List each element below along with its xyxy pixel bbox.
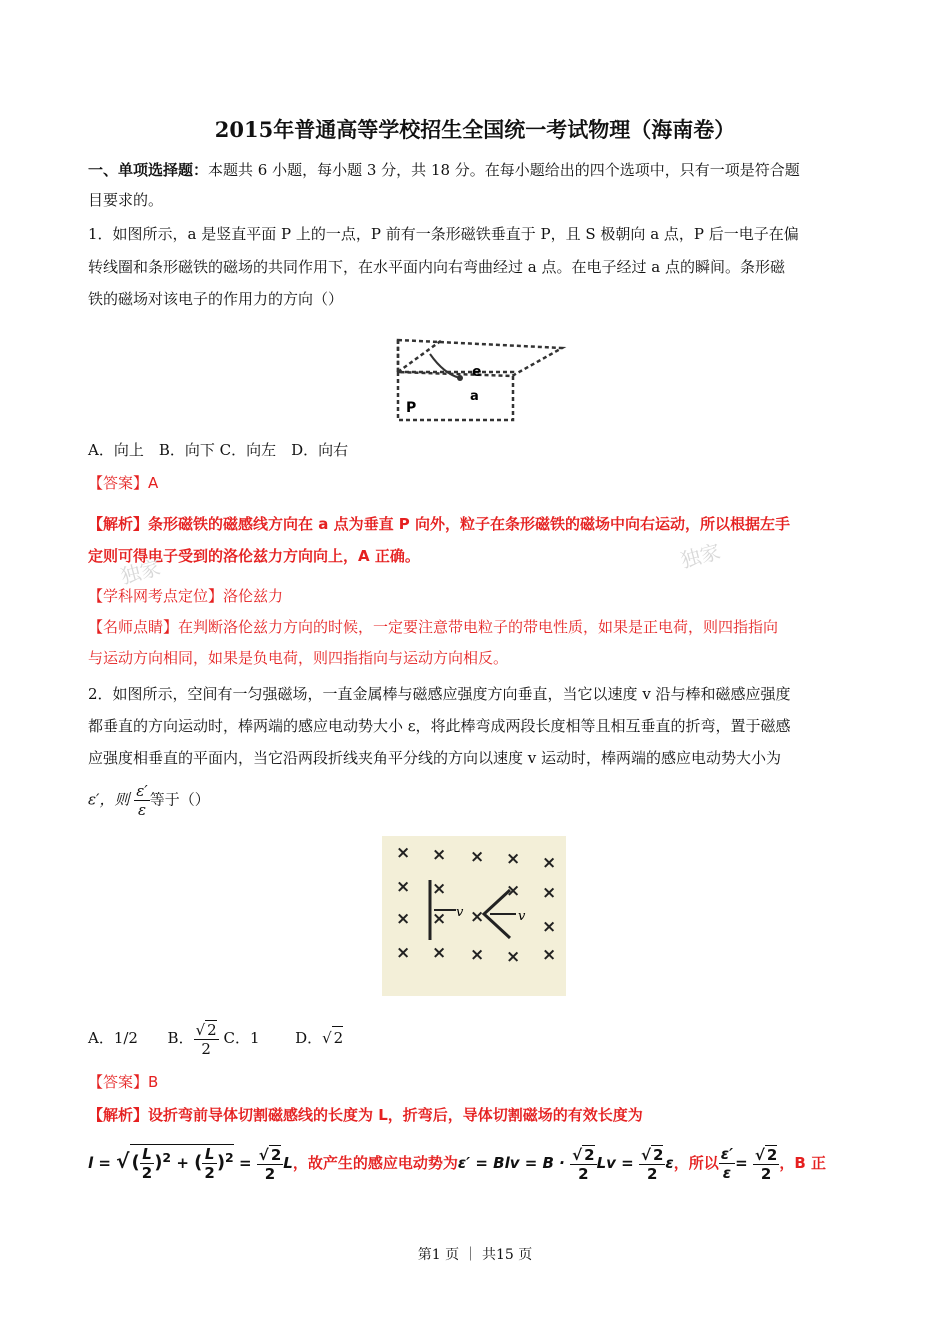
f-sqrt: 2 — [584, 1145, 595, 1164]
section-intro — [88, 160, 800, 180]
q2-v-label-2: v — [518, 909, 526, 924]
q1-point: 【学科网考点定位】洛伦兹力 — [88, 587, 284, 605]
q2-v-label-1: v — [456, 905, 464, 920]
q1-magnet-edge — [398, 340, 442, 372]
f-emf: ε′ = Blv = B · — [457, 1154, 565, 1172]
section-desc-2: 目要求的。 — [88, 191, 164, 209]
q2-stem-1 — [88, 684, 791, 704]
section-desc-1: 本题共 6 小题，每小题 3 分，共 18 分。在每小题给出的四个选项中，只有一项是符合题 — [208, 161, 800, 179]
q2-option-d-sqrt: 2 — [332, 1026, 344, 1049]
magnetic-field-cross-icon: × — [396, 877, 411, 897]
f-eq: = — [238, 1154, 252, 1172]
magnetic-field-cross-icon: × — [542, 917, 557, 937]
sqrt-2: 2 — [207, 1021, 217, 1039]
q2-ask: 等于（） — [149, 790, 210, 809]
section-heading: 一、单项选择题： — [88, 161, 209, 179]
q2-stem-2: 都垂直的方向运动时，棒两端的感应电动势大小 ε，将此棒弯成两段长度相等且相互垂直的折弯，置于磁感 — [88, 717, 791, 735]
q1-label-e: e — [472, 364, 482, 380]
f-L2: L — [283, 1154, 293, 1172]
q1-stem-1 — [88, 224, 799, 244]
f-2: 2 — [204, 1164, 215, 1182]
magnetic-field-cross-icon: × — [506, 849, 521, 869]
frac-den: ε — [137, 801, 147, 819]
q1-stem-3: 铁的磁场对该电子的作用力的方向（） — [88, 290, 344, 308]
f-den: 2 — [264, 1164, 276, 1183]
magnetic-field-cross-icon: × — [396, 909, 411, 929]
q1-analysis-1: 【解析】条形磁铁的磁感线方向在 a 点为垂直 P 向外，粒子在条形磁铁的磁场中向右运动，所以根据左手 — [88, 515, 791, 533]
magnetic-field-cross-icon: × — [470, 945, 485, 965]
q2-stem-4 — [88, 782, 210, 819]
q2-analysis-1: 【解析】设折弯前导体切割磁感线的长度为 L，折弯后，导体切割磁场的有效长度为 — [88, 1106, 643, 1124]
q1-point-a — [457, 375, 463, 381]
q1-tip-1: 【名师点睛】在判断洛伦兹力方向的时候，一定要注意带电粒子的带电性质，如果是正电荷，则四指指向 — [88, 618, 779, 636]
magnetic-field-cross-icon: × — [396, 943, 411, 963]
magnetic-field-cross-icon: × — [470, 847, 485, 867]
watermark: 独家 — [117, 555, 163, 589]
f-l: l = — [88, 1154, 111, 1172]
f-eq2: = — [735, 1154, 748, 1172]
magnetic-field-cross-icon: × — [432, 943, 447, 963]
q2-answer: 【答案】B — [88, 1073, 159, 1091]
magnetic-field-cross-icon: × — [396, 843, 411, 863]
q1-label-a: a — [470, 389, 479, 404]
f-L: L — [142, 1145, 152, 1163]
f-den: 2 — [578, 1164, 589, 1183]
q1-analysis-2: 定则可得电子受到的洛伦兹力方向向上，A 正确。 — [88, 547, 420, 565]
f-sqrt: 2 — [652, 1145, 664, 1164]
f-num: ε′ — [720, 1145, 734, 1163]
denominator: 2 — [201, 1040, 211, 1058]
q1-tip-2: 与运动方向相同，如果是负电荷，则四指指向与运动方向相反。 — [88, 649, 509, 667]
f-den: 2 — [646, 1164, 658, 1183]
q2-option-c: C．1 — [223, 1029, 260, 1047]
q2-options: A．1/2 B． $\frac{√ 2}{2}$ C．1 D．√ 2 — [88, 1021, 344, 1058]
magnetic-field-cross-icon: × — [542, 945, 557, 965]
q2-option-b-fraction: $\frac{√ 2}{2}$ — [195, 1021, 217, 1058]
f-eps: ε — [665, 1154, 674, 1172]
q1-number: 1． — [88, 225, 113, 243]
q1-figure — [382, 326, 572, 430]
q1-stem-2: 转线圈和条形磁铁的磁场的共同作用下，在水平面内向右弯曲经过 a 点。在电子经过 a 点的瞬间。条形磁 — [88, 258, 785, 276]
magnetic-field-cross-icon: × — [506, 881, 521, 901]
q1-options: A．向上 B．向下 C．向左 D．向右 — [88, 441, 349, 459]
magnetic-field-cross-icon: × — [542, 853, 557, 873]
f-Lv: Lv = — [596, 1154, 634, 1172]
q2-figure — [382, 836, 566, 996]
f-sqrt: 2 — [766, 1145, 778, 1164]
page-footer: 第1 页 ｜ 共15 页 — [417, 1247, 533, 1263]
f-text3: ，B 正 — [779, 1154, 826, 1172]
watermark: 独家 — [677, 539, 723, 573]
page-title: 2015年普通高等学校招生全国统一考试物理（海南卷） — [214, 117, 736, 142]
magnetic-field-cross-icon: × — [542, 883, 557, 903]
q2-option-a: A．1/2 — [88, 1029, 138, 1047]
f-den: 2 — [760, 1164, 772, 1183]
q2-number: 2． — [88, 685, 113, 703]
f-exp: 2 — [162, 1150, 172, 1165]
q1-answer: 【答案】A — [88, 474, 159, 492]
magnetic-field-cross-icon: × — [432, 909, 447, 929]
f-2: 2 — [141, 1164, 153, 1182]
q2-option-b: B． — [167, 1029, 194, 1047]
q1-label-p: P — [406, 400, 417, 416]
magnetic-field-cross-icon: × — [506, 947, 521, 967]
q2-analysis-formula: l = √ ( $\frac{L}{2}$ )$^2$ + ( $\frac{L}{2}$ )$^2$ = $\frac{√ 2}{2}$ L，故产生的感应电动势为ε′ = Blv = B · $\frac{√ 2}{2}$ Lv = $\frac{√ 2}{2}$ ε，所以 $\frac{\varepsilon'}{\varepsilon}$ = $\frac{√ 2}{2}$ ，B 正 — [88, 1145, 826, 1183]
f-L: L — [204, 1145, 215, 1163]
q1-text-1: 如图所示，a 是竖直平面 P 上的一点，P 前有一条形磁铁垂直于 P，且 S 极朝向 a 点，P 后一电子在偏 — [112, 225, 799, 243]
q2-text-1: 如图所示，空间有一匀强磁场，一直金属棒与磁感应强度方向垂直，当它以速度 v 沿与棒和磁感应强度 — [112, 685, 791, 703]
q2-eps-prime: ε′，则 — [88, 790, 130, 809]
f-exp: 2 — [225, 1150, 234, 1165]
frac-num: ε′ — [136, 782, 148, 800]
q2-stem-3: 应强度相垂直的平面内，当它沿两段折线夹角平分线的方向以速度 v 运动时，棒两端的感应电动势大小为 — [88, 749, 782, 767]
q2-option-d: D． — [295, 1029, 323, 1047]
f-text2: ，所以 — [673, 1154, 719, 1172]
f-den2: ε — [722, 1164, 732, 1182]
magnetic-field-cross-icon: × — [470, 907, 485, 927]
q2-ratio-fraction — [134, 782, 149, 819]
magnetic-field-cross-icon: × — [432, 845, 447, 865]
magnetic-field-cross-icon: × — [432, 879, 447, 899]
f-sqrt: 2 — [270, 1145, 282, 1164]
f-text1: ，故产生的感应电动势为 — [292, 1154, 458, 1172]
